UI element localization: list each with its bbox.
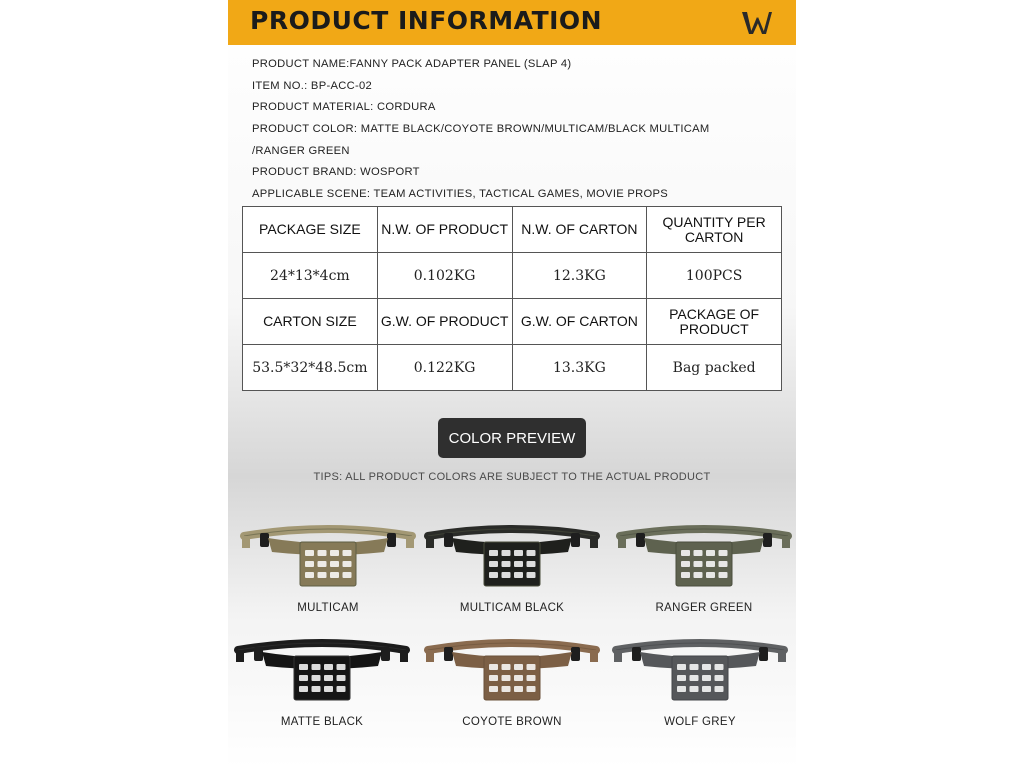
info-brand: PRODUCT BRAND: WOSPORT — [252, 166, 420, 179]
header-carton-size: CARTON SIZE — [243, 299, 378, 345]
header-package-size: PACKAGE SIZE — [243, 207, 378, 253]
product-item — [232, 632, 412, 728]
page-title: PRODUCT INFORMATION — [250, 6, 603, 35]
header-bar — [228, 0, 796, 45]
product-label: MULTICAM — [297, 602, 359, 614]
product-label: WOLF GREY — [664, 716, 736, 728]
info-scene: APPLICABLE SCENE: TEAM ACTIVITIES, TACTICAL GAMES, MOVIE PROPS — [252, 188, 669, 201]
product-label: MULTICAM BLACK — [459, 602, 565, 614]
info-item-no: ITEM NO.: BP-ACC-02 — [252, 79, 373, 92]
product-image — [422, 518, 602, 594]
info-product-name: PRODUCT NAME:FANNY PACK ADAPTER PANEL (SLAP 4) — [252, 58, 572, 70]
product-item — [422, 632, 602, 728]
value-nw-product: 0.102KG — [377, 253, 512, 299]
product-item — [238, 518, 418, 614]
spec-header-row — [243, 299, 782, 345]
value-gw-product: 0.122KG — [377, 345, 512, 391]
info-color-cont: /RANGER GREEN — [252, 144, 350, 157]
product-label: COYOTE BROWN — [462, 716, 562, 728]
value-package-size: 24*13*4cm — [243, 253, 378, 299]
spec-value-row — [243, 253, 782, 299]
product-image — [232, 632, 412, 708]
info-color: PRODUCT COLOR: MATTE BLACK/COYOTE BROWN/MULTICAM/BLACK MULTICAM — [252, 123, 710, 136]
value-nw-carton: 12.3KG — [512, 253, 647, 299]
value-carton-size: 53.5*32*48.5cm — [243, 345, 378, 391]
product-image — [614, 518, 794, 594]
product-item — [422, 518, 602, 614]
product-label: MATTE BLACK — [280, 716, 364, 728]
header-nw-carton: N.W. OF CARTON — [512, 207, 647, 253]
product-image — [238, 518, 418, 594]
color-preview-button[interactable]: COLOR PREVIEW — [438, 418, 586, 458]
product-info-panel — [228, 0, 796, 768]
product-info-list — [252, 54, 782, 206]
header-gw-product: G.W. OF PRODUCT — [377, 299, 512, 345]
header-gw-carton: G.W. OF CARTON — [512, 299, 647, 345]
w-logo-icon — [740, 9, 774, 37]
spec-table — [242, 206, 782, 391]
spec-value-row — [243, 345, 782, 391]
product-item — [610, 632, 790, 728]
spec-header-row — [243, 207, 782, 253]
value-package: Bag packed — [647, 345, 782, 391]
product-label: RANGER GREEN — [655, 602, 753, 614]
header-quantity: QUANTITY PER CARTON — [647, 207, 782, 253]
value-quantity: 100PCS — [647, 253, 782, 299]
product-image — [610, 632, 790, 708]
product-item — [614, 518, 794, 614]
color-tips: TIPS: ALL PRODUCT COLORS ARE SUBJECT TO THE ACTUAL PRODUCT — [313, 471, 711, 483]
value-gw-carton: 13.3KG — [512, 345, 647, 391]
product-image — [422, 632, 602, 708]
header-package: PACKAGE OF PRODUCT — [647, 299, 782, 345]
header-nw-product: N.W. OF PRODUCT — [377, 207, 512, 253]
info-material: PRODUCT MATERIAL: CORDURA — [252, 101, 436, 114]
